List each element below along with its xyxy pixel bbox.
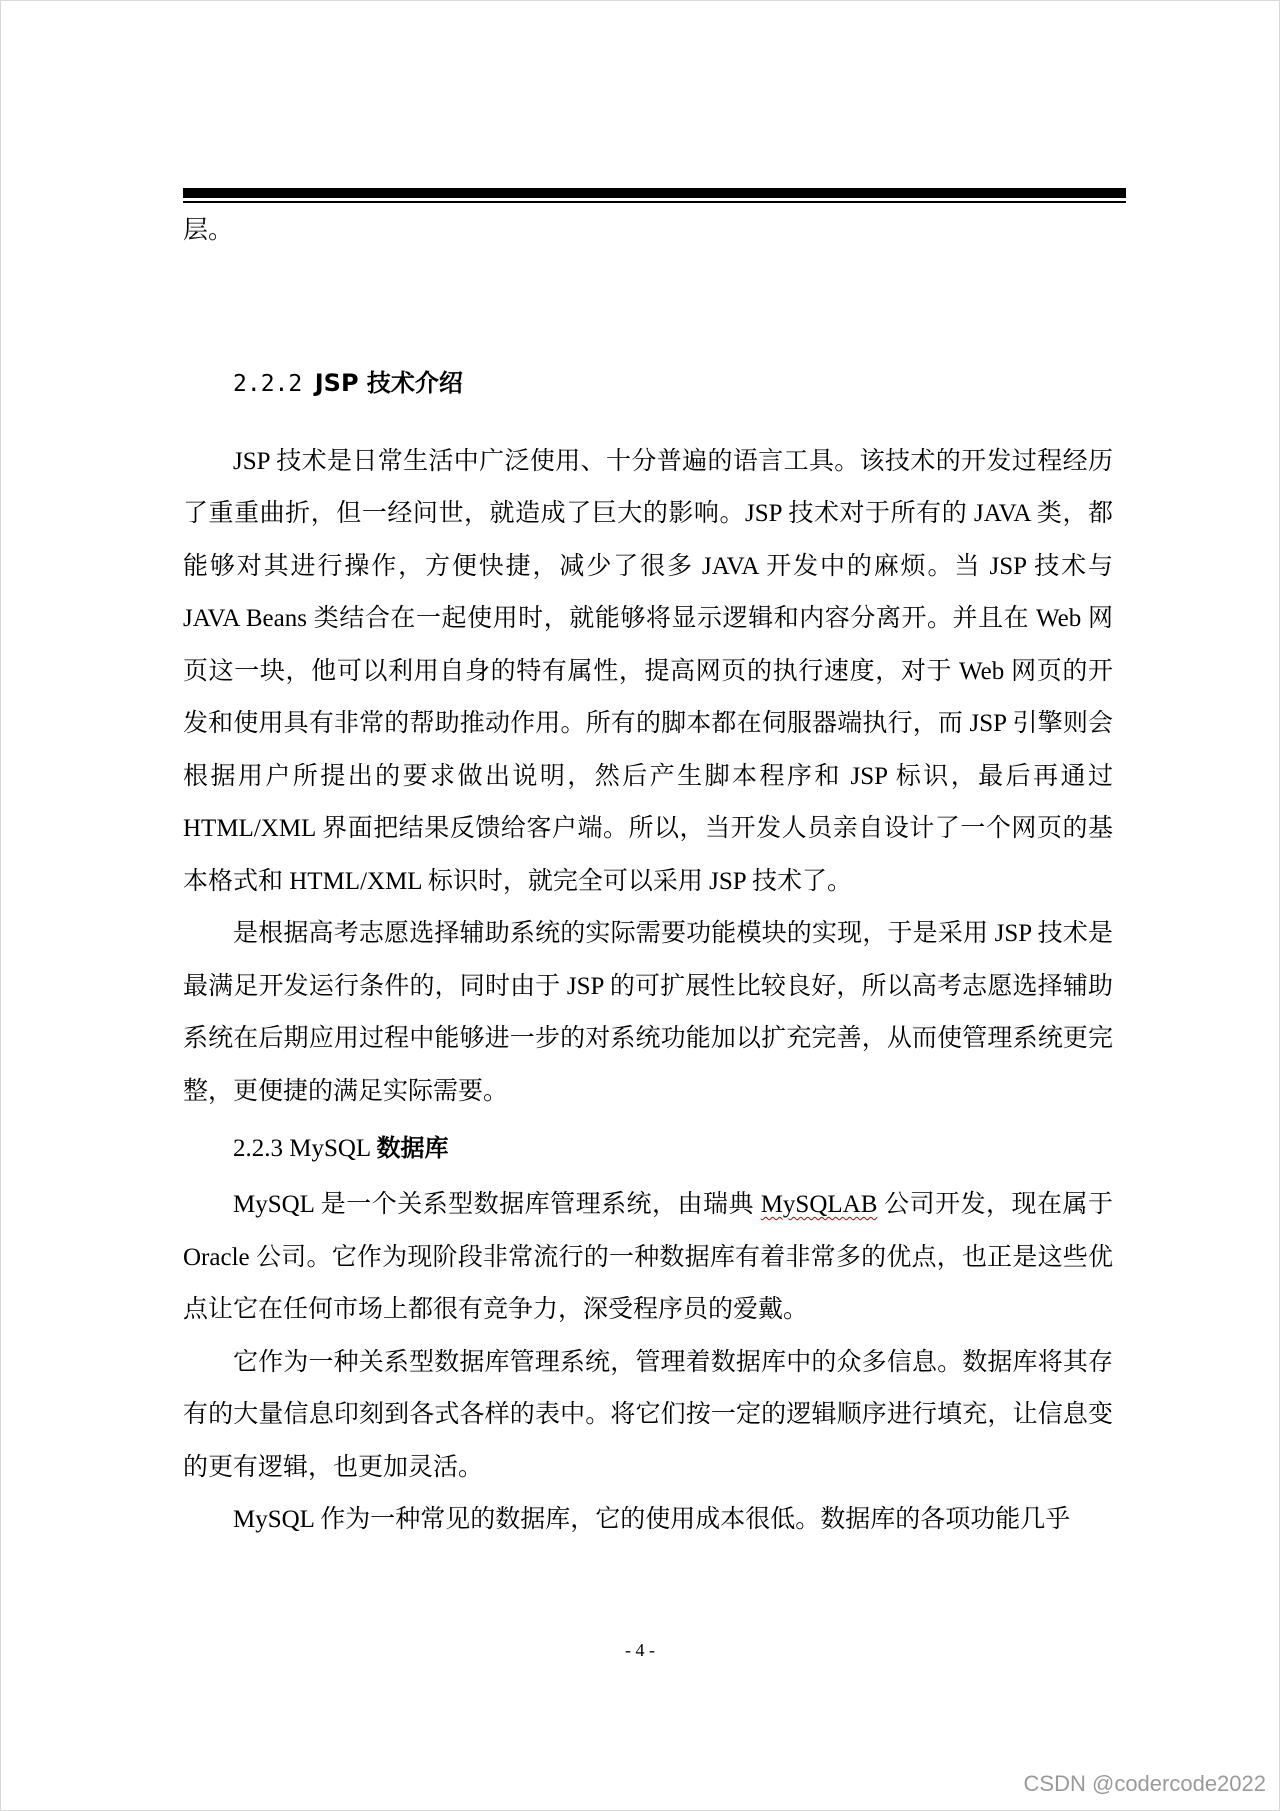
heading-number: 2.2.3 xyxy=(233,1135,283,1162)
paragraph-mysql-intro xyxy=(183,1179,1113,1337)
spacer xyxy=(183,410,1113,436)
header-rule-thin xyxy=(183,201,1126,203)
mysql-intro-end: 公司开发，现在属于 Oracle 公司。它作为现阶段非常流行的一种数据库有着非常多的优点，也正是这些优点让它在任何市场上都很有竞争力，深受程序员的爱戴。 xyxy=(183,1191,1113,1323)
heading-title-cjk: 数据库 xyxy=(376,1134,449,1162)
paragraph-jsp-intro: JSP 技术是日常生活中广泛使用、十分普遍的语言工具。该技术的开发过程经历了重重曲折，但一经问世，就造成了巨大的影响。JSP 技术对于所有的 JAVA 类，都能够对其进行操作，方便快捷，减少了很多 JAVA 开发中的麻烦。当 JSP 技术与 JAVA Beans 类结合在一起使用时，就能够将显示逻辑和内容分离开。并且在 Web 网页这一块，他可以利用自身的特有属性，提高网页的执行速度，对于 Web 网页的开发和使用具有非常的帮助推动作用。所有的脚本都在伺服器端执行，而 JSP 引擎则会根据用户所提出的要求做出说明，然后产生脚本程序和 JSP 标识，最后再通过 HTML/XML 界面把结果反馈给客户端。所以，当开发人员亲自设计了一个网页的基本格式和 HTML/XML 标识时，就完全可以采用 JSP 技术了。 xyxy=(183,447,1113,895)
spacer xyxy=(183,258,1113,357)
paragraph-jsp-usage: 是根据高考志愿选择辅助系统的实际需要功能模块的实现，于是采用 JSP 技术是最满足开发运行条件的，同时由于 JSP 的可扩展性比较良好，所以高考志愿选择辅助系统在后期应用过程中能够进一步的对系统功能加以扩充完善，从而使管理系统更完整，更便捷的满足实际需要。 xyxy=(183,920,1113,1105)
heading-title-latin: MySQL xyxy=(289,1135,371,1162)
heading-2-2-2 xyxy=(183,357,1113,410)
heading-title: JSP 技术介绍 xyxy=(314,368,463,397)
paragraph-mysql-cost: MySQL 作为一种常见的数据库，它的使用成本很低。数据库的各项功能几乎 xyxy=(233,1506,1071,1533)
continuation-text: 层。 xyxy=(183,217,234,244)
spellcheck-marked-word: MySQLAB xyxy=(760,1191,878,1218)
page-number: - 4 - xyxy=(625,1640,655,1660)
header-rule-thick xyxy=(183,188,1126,198)
paragraph-mysql-management: 它作为一种关系型数据库管理系统，管理着数据库中的众多信息。数据库将其存有的大量信息印刻到各式各样的表中。将它们按一定的逻辑顺序进行填充，让信息变的更有逻辑，也更加灵活。 xyxy=(183,1348,1113,1481)
heading-2-2-3 xyxy=(183,1122,1113,1175)
mysql-intro-start: MySQL 是一个关系型数据库管理系统，由瑞典 xyxy=(233,1191,761,1218)
heading-number: 2.2.2 xyxy=(233,370,303,397)
page-content xyxy=(183,205,1113,1547)
watermark-text: CSDN @codercode2022 xyxy=(1023,1771,1266,1796)
